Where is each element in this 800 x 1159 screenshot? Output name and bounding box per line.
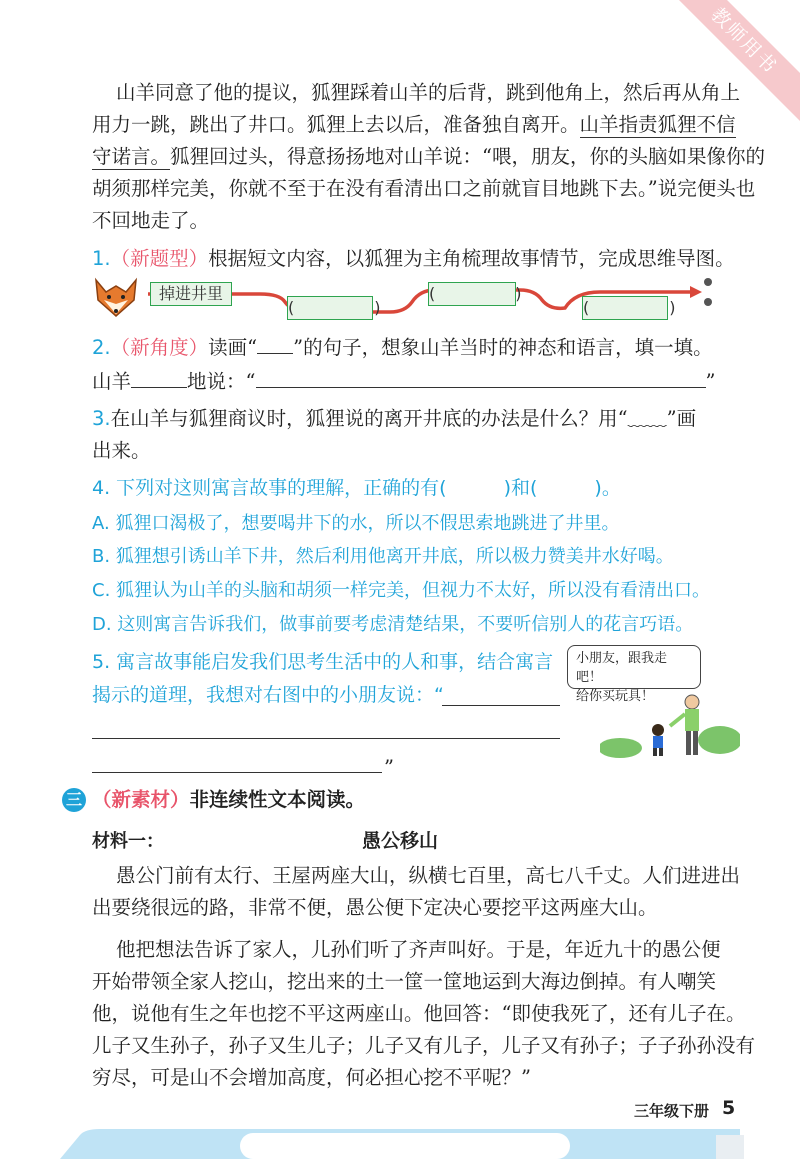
bubble-text: 给你买玩具！ (576, 689, 655, 704)
question-text: ”画 (666, 407, 697, 430)
passage-line (92, 141, 765, 173)
question-text: 读画“ (208, 336, 258, 359)
fill-label: 地说：“ (187, 370, 256, 393)
question-number: 3. (92, 407, 111, 430)
question-2-fill (92, 366, 715, 398)
question-text: 根据短文内容，以狐狸为主角梳理故事情节，完成思维导图。 (208, 247, 735, 270)
question-number: 1. (92, 247, 111, 270)
passage-line: 山羊同意了他的提议，狐狸踩着山羊的后背，跳到他角上，然后再从角上 (116, 81, 741, 104)
answer-blank-line[interactable] (442, 705, 560, 706)
passage-line: 不回地走了。 (92, 209, 210, 232)
speech-bubble (567, 645, 701, 704)
question-text: ”的句子，想象山羊当时的神态和语言，填一填。 (293, 336, 713, 359)
question-tag: （新角度） (110, 336, 209, 359)
end-quote: ” (705, 370, 716, 393)
material-line: 穷尽，可是山不会增加高度，何必担心挖不平呢？” (92, 1066, 531, 1089)
teacher-edition-label: 教师用书 (661, 0, 800, 124)
mind-map-box-blank[interactable]: ( ) (582, 296, 668, 320)
section-number-icon: 三 (62, 788, 86, 812)
end-quote: ” (384, 756, 394, 779)
question-1 (92, 243, 735, 275)
question-number: 2. (92, 336, 111, 359)
question-tag: （新题型） (110, 247, 209, 270)
question-4-title: 4. 下列对这则寓言故事的理解，正确的有( )和( )。 (92, 477, 621, 499)
wavy-line-sample: ﹏﹏ (627, 407, 667, 430)
question-3-cont: 出来。 (92, 439, 151, 462)
mind-map-box-blank[interactable]: ( ) (428, 282, 516, 306)
option-d[interactable]: D. 这则寓言告诉我们，做事前要考虑清楚结果，不要听信别人的花言巧语。 (92, 614, 694, 635)
expression-blank[interactable] (131, 387, 187, 388)
material-title: 愚公移山 (361, 830, 438, 852)
material-line: 他把想法告诉了家人，儿孙们听了齐声叫好。于是，年近九十的愚公便 (116, 938, 721, 961)
underlined-sentence: 守诺言。 (92, 145, 171, 168)
answer-blank-line[interactable] (92, 772, 382, 773)
fill-label: 山羊 (92, 370, 132, 393)
section-3-header (92, 784, 365, 816)
question-5-line2: 揭示的道理，我想对右图中的小朋友说：“ (92, 684, 444, 706)
passage-line (92, 109, 736, 141)
question-text: 在山羊与狐狸商议时，狐狸说的离开井底的办法是什么？用“ (110, 407, 628, 430)
material-line: 儿子又生孙子，孙子又生儿子；儿子又有儿子，儿子又有孙子；子子孙孙没有 (92, 1034, 756, 1057)
underline-sample (257, 353, 293, 354)
mind-map-box-blank[interactable]: ( ) (287, 296, 373, 320)
question-2 (92, 332, 713, 364)
material-line: 他，说他有生之年也挖不平这两座山。他回答：“即使我死了，还有儿子在。 (92, 1002, 746, 1025)
material-line: 愚公门前有太行、王屋两座大山，纵横七百里，高七八千丈。人们进进出 (116, 864, 741, 887)
stranger-child-illustration (600, 690, 740, 760)
mind-map-box-start: 掉进井里 (150, 282, 232, 306)
answer-blank-line[interactable] (92, 738, 560, 739)
grade-label: 三年级下册 (634, 1102, 710, 1120)
question-3 (92, 403, 696, 435)
underlined-sentence: 山羊指责狐狸不信 (579, 113, 736, 136)
speech-blank[interactable] (256, 387, 706, 388)
option-b[interactable]: B. 狐狸想引诱山羊下井，然后利用他离开井底，所以极力赞美井水好喝。 (92, 546, 674, 567)
bubble-text: 小朋友，跟我走吧！ (576, 651, 668, 685)
section-tag: （新素材） (92, 788, 190, 811)
material-label: 材料一： (92, 831, 164, 852)
section-title: 非连续性文本阅读。 (189, 788, 366, 811)
material-line: 出要绕很远的路，非常不便，愚公便下定决心要挖平这两座大山。 (92, 896, 658, 919)
material-line: 开始带领全家人挖山，挖出来的土一筐一筐地运到大海边倒掉。有人嘲笑 (92, 970, 717, 993)
option-a[interactable]: A. 狐狸口渴极了，想要喝井下的水，所以不假思索地跳进了井里。 (92, 513, 620, 534)
option-c[interactable]: C. 狐狸认为山羊的头脑和胡须一样完美，但视力不太好，所以没有看清出口。 (92, 580, 711, 601)
question-5-line1: 5. 寓言故事能启发我们思考生活中的人和事，结合寓言 (92, 651, 554, 673)
passage-text: 用力一跳，跳出了井口。狐狸上去以后，准备独自离开。 (92, 113, 580, 136)
passage-line: 胡须那样完美，你就不至于在没有看清出口之前就盲目地跳下去。”说完便头也 (92, 177, 756, 200)
page-number: 5 (722, 1097, 736, 1119)
passage-text: 狐狸回过头，得意扬扬地对山羊说：“喂，朋友，你的头脑如果像你的 (170, 145, 765, 168)
